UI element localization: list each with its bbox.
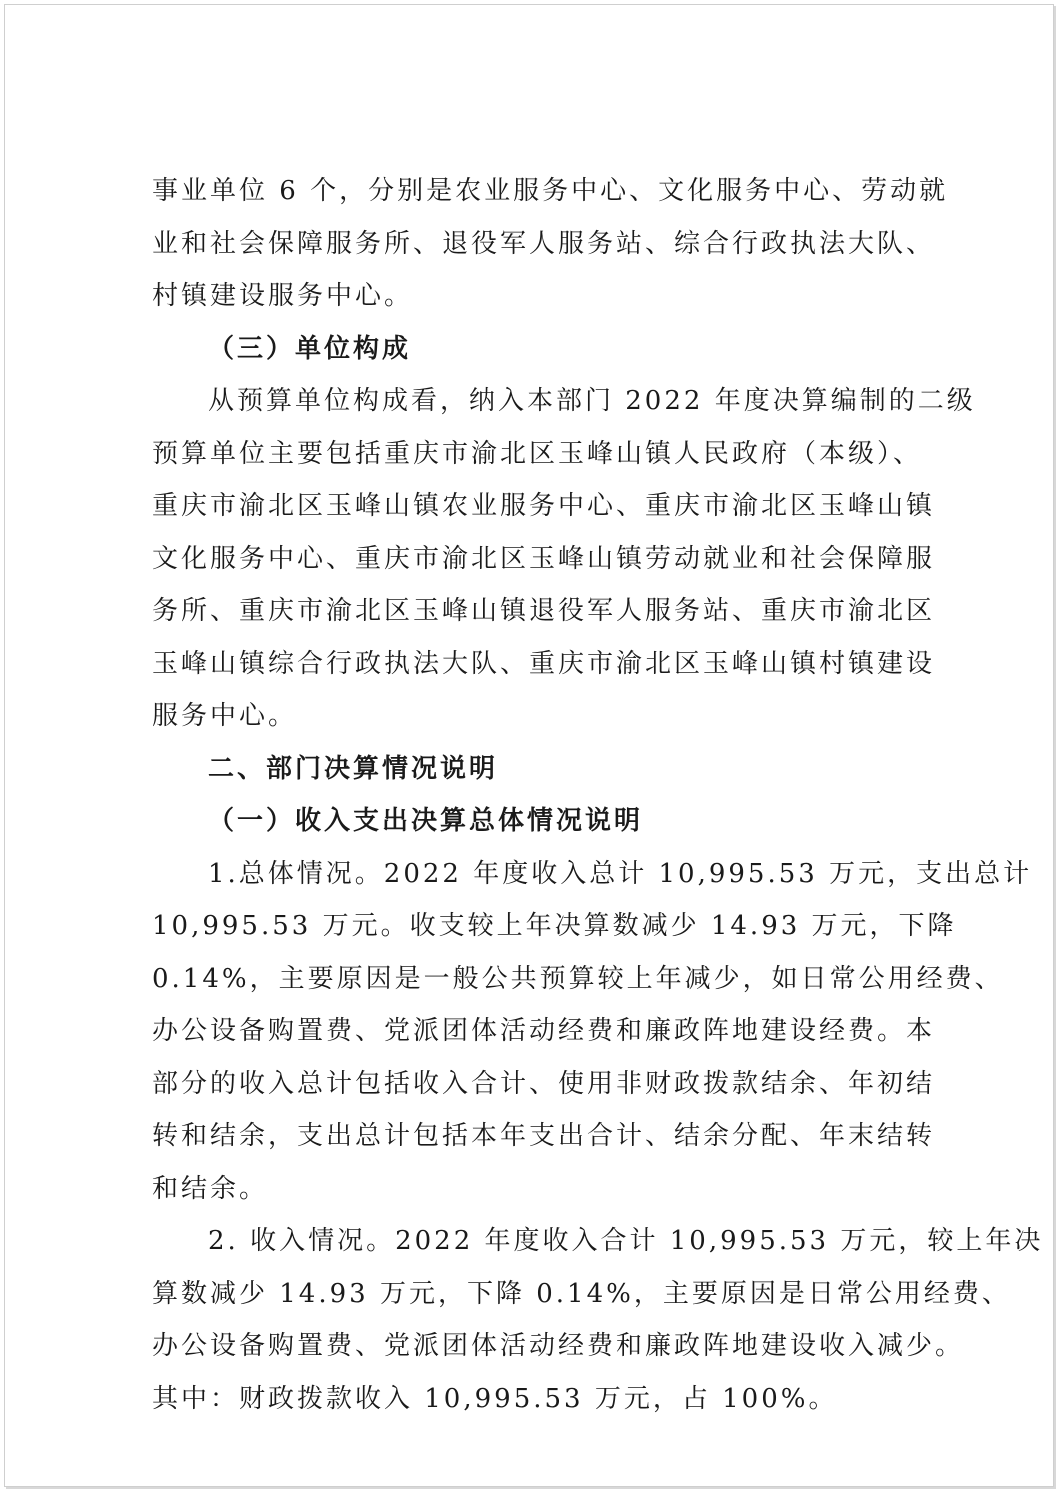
text-line: 转和结余，支出总计包括本年支出合计、结余分配、年末结转 bbox=[152, 1121, 936, 1151]
text-line: 务所、重庆市渝北区玉峰山镇退役军人服务站、重庆市渝北区 bbox=[152, 596, 936, 626]
text-line: 事业单位 6 个，分别是农业服务中心、文化服务中心、劳动就 bbox=[152, 176, 949, 206]
text-line: 村镇建设服务中心。 bbox=[152, 281, 414, 311]
text-line: 2. 收入情况。2022 年度收入合计 10,995.53 万元，较上年决 bbox=[208, 1226, 1044, 1256]
text-line: 部分的收入总计包括收入合计、使用非财政拨款结余、年初结 bbox=[152, 1068, 936, 1099]
text-line: 其中：财政拨款收入 10,995.53 万元，占 100%。 bbox=[152, 1383, 838, 1414]
text-line: 服务中心。 bbox=[152, 701, 298, 731]
text-line: 预算单位主要包括重庆市渝北区玉峰山镇人民政府（本级）、 bbox=[152, 438, 923, 469]
subsection-heading-income-expense: （一）收入支出决算总体情况说明 bbox=[208, 806, 644, 836]
text-line: 10,995.53 万元。收支较上年决算数减少 14.93 万元，下降 bbox=[152, 911, 957, 941]
text-line: 业和社会保障服务所、退役军人服务站、综合行政执法大队、 bbox=[152, 228, 936, 259]
text-line: 和结余。 bbox=[152, 1173, 269, 1204]
text-line: 0.14%，主要原因是一般公共预算较上年减少，如日常公用经费、 bbox=[152, 963, 1004, 994]
document-body bbox=[152, 165, 1044, 1425]
text-line: 玉峰山镇综合行政执法大队、重庆市渝北区玉峰山镇村镇建设 bbox=[152, 648, 936, 679]
text-line: 1.总体情况。2022 年度收入总计 10,995.53 万元，支出总计 bbox=[208, 858, 1033, 889]
text-line: 重庆市渝北区玉峰山镇农业服务中心、重庆市渝北区玉峰山镇 bbox=[152, 491, 936, 521]
text-line: 从预算单位构成看，纳入本部门 2022 年度决算编制的二级 bbox=[208, 386, 976, 416]
text-line: 办公设备购置费、党派团体活动经费和廉政阵地建设收入减少。 bbox=[152, 1331, 965, 1361]
text-line: 文化服务中心、重庆市渝北区玉峰山镇劳动就业和社会保障服 bbox=[152, 543, 936, 574]
section-heading-final-accounts: 二、部门决算情况说明 bbox=[208, 753, 499, 784]
document-page bbox=[4, 4, 1054, 1487]
section-heading-units: （三）单位构成 bbox=[208, 333, 412, 364]
text-line: 办公设备购置费、党派团体活动经费和廉政阵地建设经费。本 bbox=[152, 1016, 936, 1046]
text-line: 算数减少 14.93 万元，下降 0.14%，主要原因是日常公用经费、 bbox=[152, 1278, 1011, 1309]
